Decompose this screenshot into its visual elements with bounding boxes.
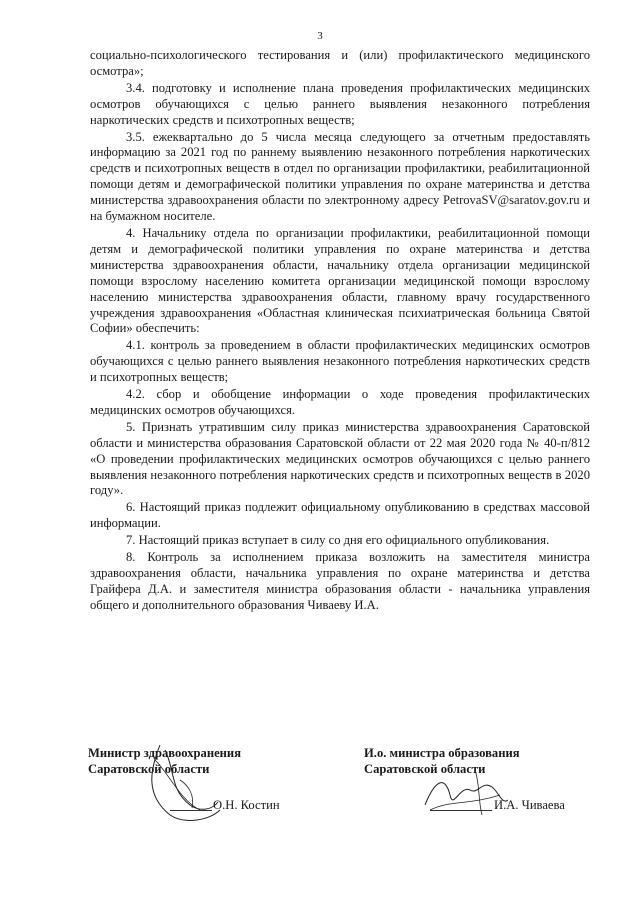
- paragraph-4-2: 4.2. сбор и обобщение информации о ходе проведения профилактических медицинских осмотров обучающихся.: [90, 387, 590, 417]
- paragraph-3-3-cont: социально-психологического тестирования и (или) профилактического медицинского осмотра»;: [90, 48, 590, 78]
- paragraph-5: 5. Признать утратившим силу приказ министерства здравоохранения Саратовской области и министерства образования Саратовской области от 22 мая 2020 года № 40-п/812 «О проведении профилактических медицинских осмотров обучающихся с целью раннего выявления незаконного потребления наркотических средств и психотропных веществ в 2020 году».: [90, 419, 590, 498]
- signer-title-right-line2: Саратовской области: [364, 762, 486, 776]
- signer-name-left: О.Н. Костин: [213, 798, 280, 812]
- signer-title-left-line1: Министр здравоохранения: [88, 746, 242, 760]
- signer-name-right: И.А. Чиваева: [494, 798, 565, 812]
- paragraph-3-4: 3.4. подготовку и исполнение плана проведения профилактических медицинских осмотров обучающихся с целью раннего выявления незаконного потребления наркотических средств и психотропных веществ;: [90, 80, 590, 127]
- paragraph-6: 6. Настоящий приказ подлежит официальному опубликованию в средствах массовой информации.: [90, 500, 590, 531]
- paragraph-4-1: 4.1. контроль за проведением в области профилактических медицинских осмотров обучающихся с целью раннего выявления незаконного потребления наркотических средств и психотропных веществ;: [90, 338, 590, 385]
- signer-title-left-line2: Саратовской области: [88, 762, 210, 776]
- page-number: 3: [317, 30, 323, 42]
- signer-title-right-line1: И.о. министра образования: [364, 746, 520, 760]
- paragraph-7: 7. Настоящий приказ вступает в силу со дня его официального опубликования.: [126, 533, 550, 548]
- handwritten-signature-right: [420, 765, 510, 825]
- paragraph-4: 4. Начальнику отдела по организации профилактики, реабилитационной помощи детям и демографической политики управления по охране материнства и детства министерства здравоохранения области, начальнику отдела организации медицинской помощи взрослому населению комитета организации медицинской помощи взрослому населению министерства здравоохранения области, главному врачу государственного учреждения здравоохранения «Областная клиническая психиатрическая больница Святой Софии» обеспечить:: [90, 225, 590, 336]
- document-body: [90, 48, 590, 615]
- paragraph-3-5: 3.5. ежеквартально до 5 числа месяца следующего за отчетным предоставлять информацию за 2021 год по раннему выявлению незаконного потребления наркотических средств и психотропных веществ в отдел по организации профилактики, реабилитационной помощи детям и демографической политики управления по охране материнства и детства министерства здравоохранения области по электронному адресу PetrovaSV@saratov.gov.ru и на бумажном носителе.: [90, 129, 590, 224]
- handwritten-signature-left: [140, 740, 230, 830]
- paragraph-8: 8. Контроль за исполнением приказа возложить на заместителя министра здравоохранения области, начальника управления по охране материнства и детства Грайфера Д.А. и заместителя министра образования области - начальника управления общего и дополнительного образования Чиваеву И.А.: [90, 550, 590, 612]
